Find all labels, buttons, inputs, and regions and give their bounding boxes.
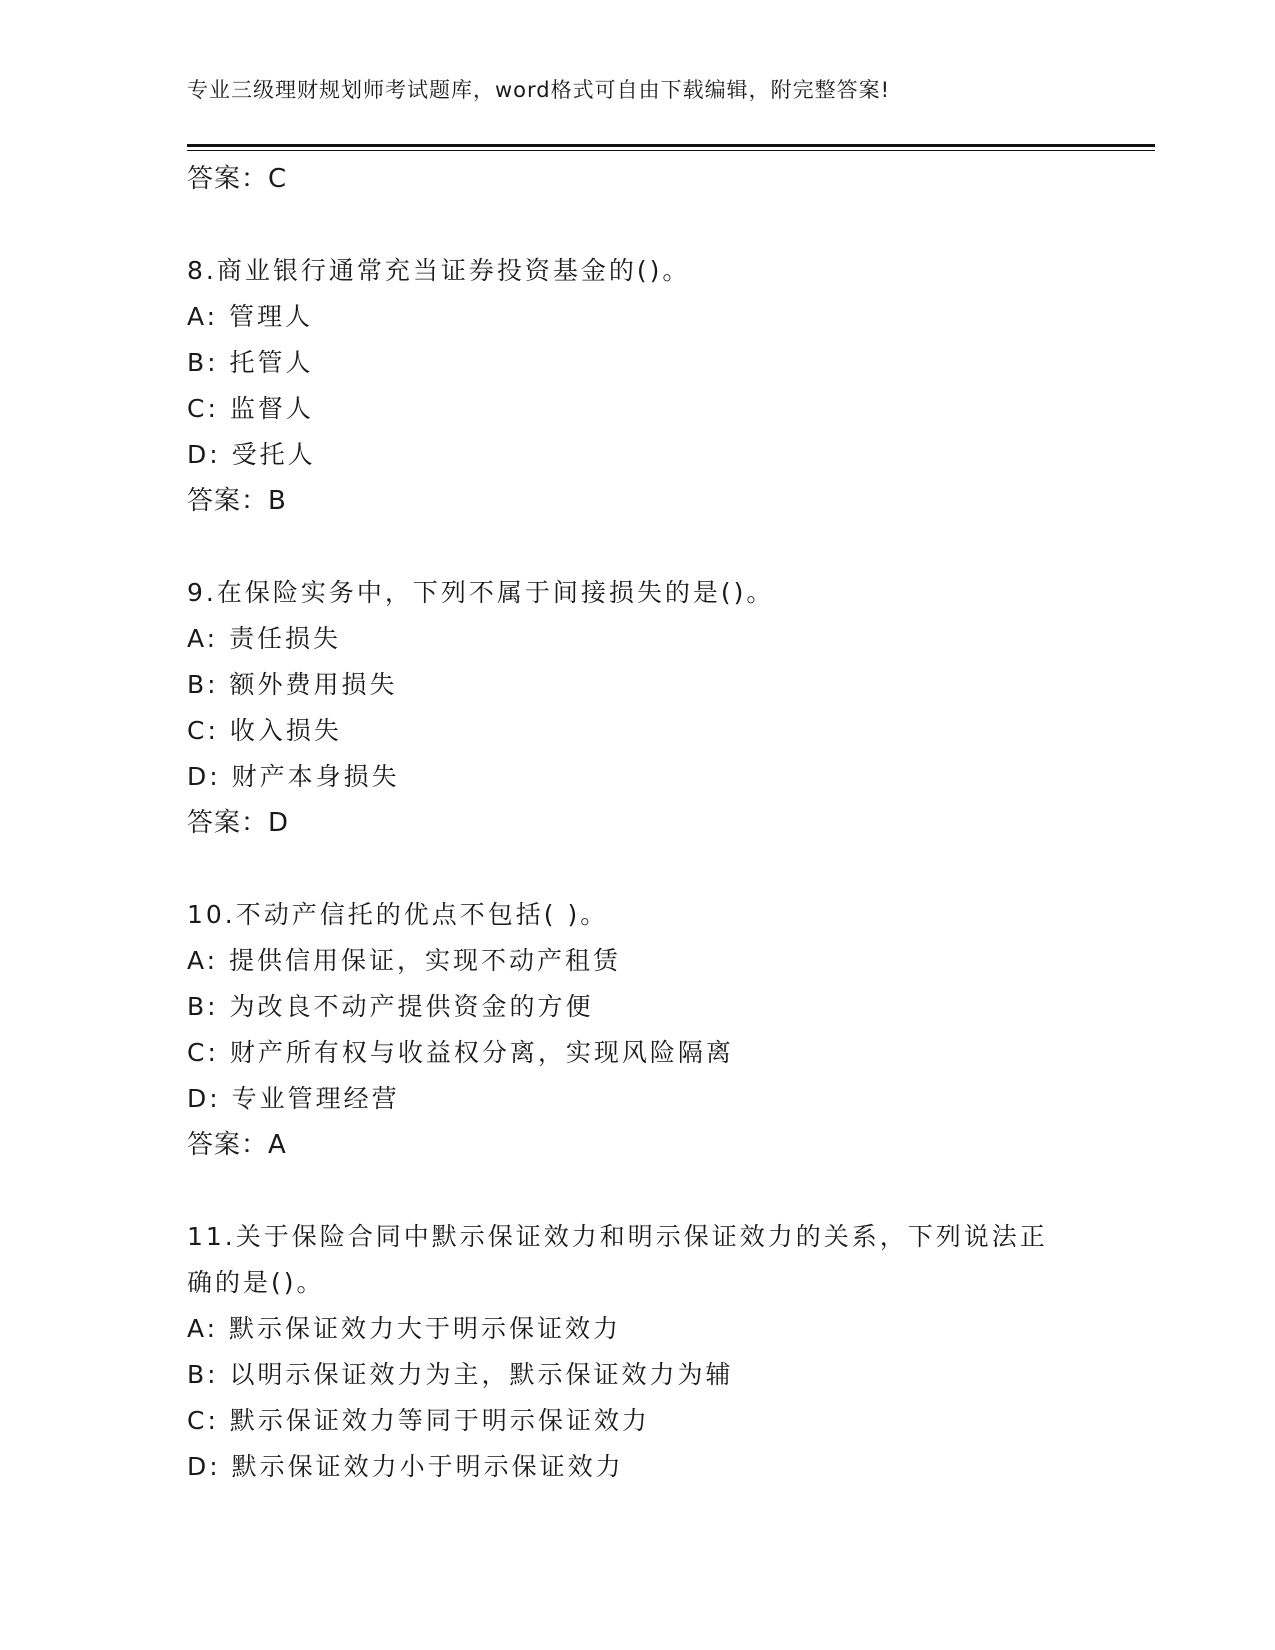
option-d: D: 财产本身损失 (187, 762, 400, 791)
question-stem: 9.在保险实务中，下列不属于间接损失的是()。 (187, 578, 775, 607)
spacer (187, 846, 1087, 892)
option-b: B: 额外费用损失 (187, 670, 398, 699)
question-11 (187, 1214, 1087, 1490)
question-stem: 10.不动产信托的优点不包括( )。 (187, 900, 609, 929)
question-stem: 8.商业银行通常充当证券投资基金的()。 (187, 256, 691, 285)
option-a: A: 默示保证效力大于明示保证效力 (187, 1314, 622, 1343)
page-header: 专业三级理财规划师考试题库，word格式可自由下载编辑，附完整答案! (187, 78, 891, 102)
spacer (187, 202, 1087, 248)
option-c: C: 财产所有权与收益权分离，实现风险隔离 (187, 1038, 734, 1067)
option-c: C: 监督人 (187, 394, 314, 423)
answer-line: 答案：B (187, 486, 287, 516)
header-rule-thin (187, 150, 1155, 151)
answer-line: 答案：D (187, 808, 290, 838)
option-b: B: 为改良不动产提供资金的方便 (187, 992, 594, 1021)
answer-line: 答案：A (187, 1130, 287, 1160)
question-stem: 11.关于保险合同中默示保证效力和明示保证效力的关系，下列说法正 (187, 1222, 1048, 1251)
option-c: C: 默示保证效力等同于明示保证效力 (187, 1406, 650, 1435)
spacer (187, 1168, 1087, 1214)
question-stem-continued: 确的是()。 (187, 1268, 325, 1297)
document-body (187, 156, 1087, 1490)
spacer (187, 524, 1087, 570)
option-d: D: 受托人 (187, 440, 316, 469)
question-10 (187, 892, 1087, 1168)
option-a: A: 管理人 (187, 302, 314, 331)
option-c: C: 收入损失 (187, 716, 342, 745)
option-b: B: 以明示保证效力为主，默示保证效力为辅 (187, 1360, 734, 1389)
question-8 (187, 248, 1087, 524)
option-d: D: 专业管理经营 (187, 1084, 400, 1113)
option-a: A: 提供信用保证，实现不动产租赁 (187, 946, 622, 975)
question-9 (187, 570, 1087, 846)
option-a: A: 责任损失 (187, 624, 342, 653)
option-d: D: 默示保证效力小于明示保证效力 (187, 1452, 624, 1481)
option-b: B: 托管人 (187, 348, 314, 377)
header-rule-thick (187, 144, 1155, 147)
answer-line: 答案：C (187, 164, 288, 194)
